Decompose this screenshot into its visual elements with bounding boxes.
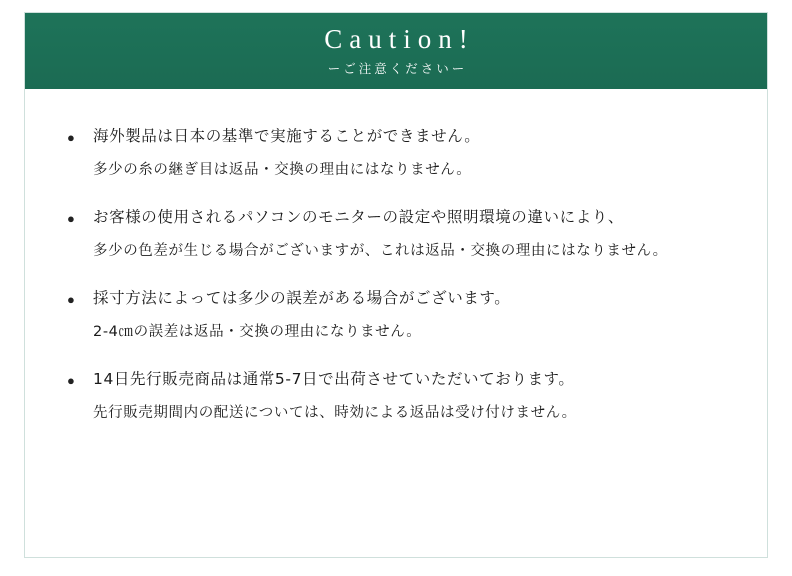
list-item	[67, 204, 727, 265]
page-subtitle: ーご注意くださいー	[327, 60, 468, 76]
list-item-primary-row	[67, 285, 727, 313]
list-item-line2: 2-4㎝の誤差は返品・交換の理由になりません。	[93, 324, 422, 340]
list-item-line1: 採寸方法によっては多少の誤差がある場合がございます。	[93, 289, 511, 307]
notice-header	[25, 13, 767, 89]
list-item-line1: 海外製品は日本の基準で実施することができません。	[93, 127, 481, 145]
list-item-primary-row	[67, 204, 727, 232]
bullet-icon: ●	[67, 373, 75, 388]
list-item	[67, 366, 727, 427]
bullet-icon: ●	[67, 292, 75, 307]
list-item-line2: 多少の色差が生じる場合がございますが、これは返品・交換の理由にはなりません。	[93, 243, 668, 259]
list-item-line1: 14日先行販売商品は通常5-7日で出荷させていただいております。	[93, 370, 575, 388]
list-item-line1: お客様の使用されるパソコンのモニターの設定や照明環境の違いにより、	[93, 208, 624, 226]
notice-list	[25, 89, 767, 427]
list-item	[67, 285, 727, 346]
list-item-line2: 先行販売期間内の配送については、時効による返品は受け付けません。	[93, 405, 577, 421]
bullet-icon: ●	[67, 130, 75, 145]
list-item-line2: 多少の糸の継ぎ目は返品・交換の理由にはなりません。	[93, 162, 472, 178]
list-item	[67, 123, 727, 184]
notice-card	[24, 12, 768, 558]
bullet-icon: ●	[67, 211, 75, 226]
page-title: Caution!	[324, 24, 475, 55]
list-item-primary-row	[67, 123, 727, 151]
list-item-primary-row	[67, 366, 727, 394]
